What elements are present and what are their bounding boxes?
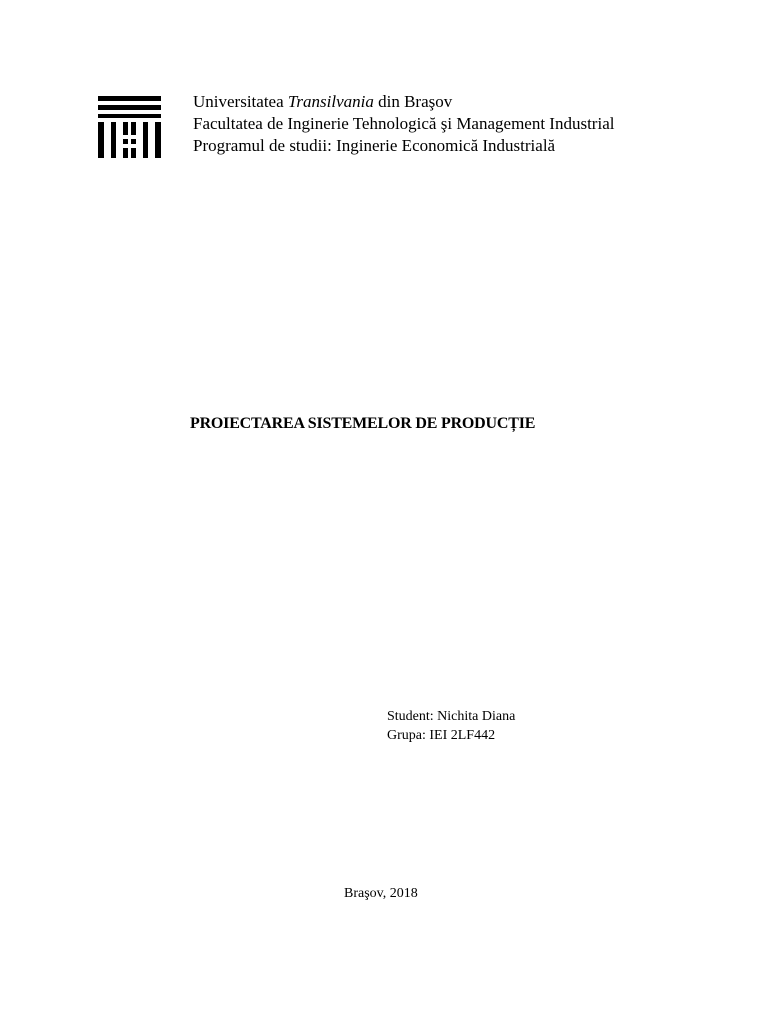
place-date: Braşov, 2018: [344, 886, 418, 901]
university-name-italic: Transilvania: [287, 92, 374, 111]
student-group: Grupa: IEI 2LF442: [387, 728, 496, 743]
study-program: Programul de studii: Inginerie Economică Industrială: [193, 136, 556, 155]
university-name: [193, 91, 614, 113]
university-logo-icon: [98, 96, 161, 158]
university-name-suffix: din Braşov: [373, 92, 453, 111]
university-name-prefix: Universitatea: [193, 92, 288, 111]
document-title: PROIECTAREA SISTEMELOR DE PRODUCȚIE: [190, 415, 536, 432]
student-info: [387, 707, 515, 745]
institution-header: [193, 91, 614, 157]
faculty-name: Facultatea de Inginerie Tehnologică şi Management Industrial: [193, 114, 615, 133]
student-name: Student: Nichita Diana: [387, 709, 516, 724]
